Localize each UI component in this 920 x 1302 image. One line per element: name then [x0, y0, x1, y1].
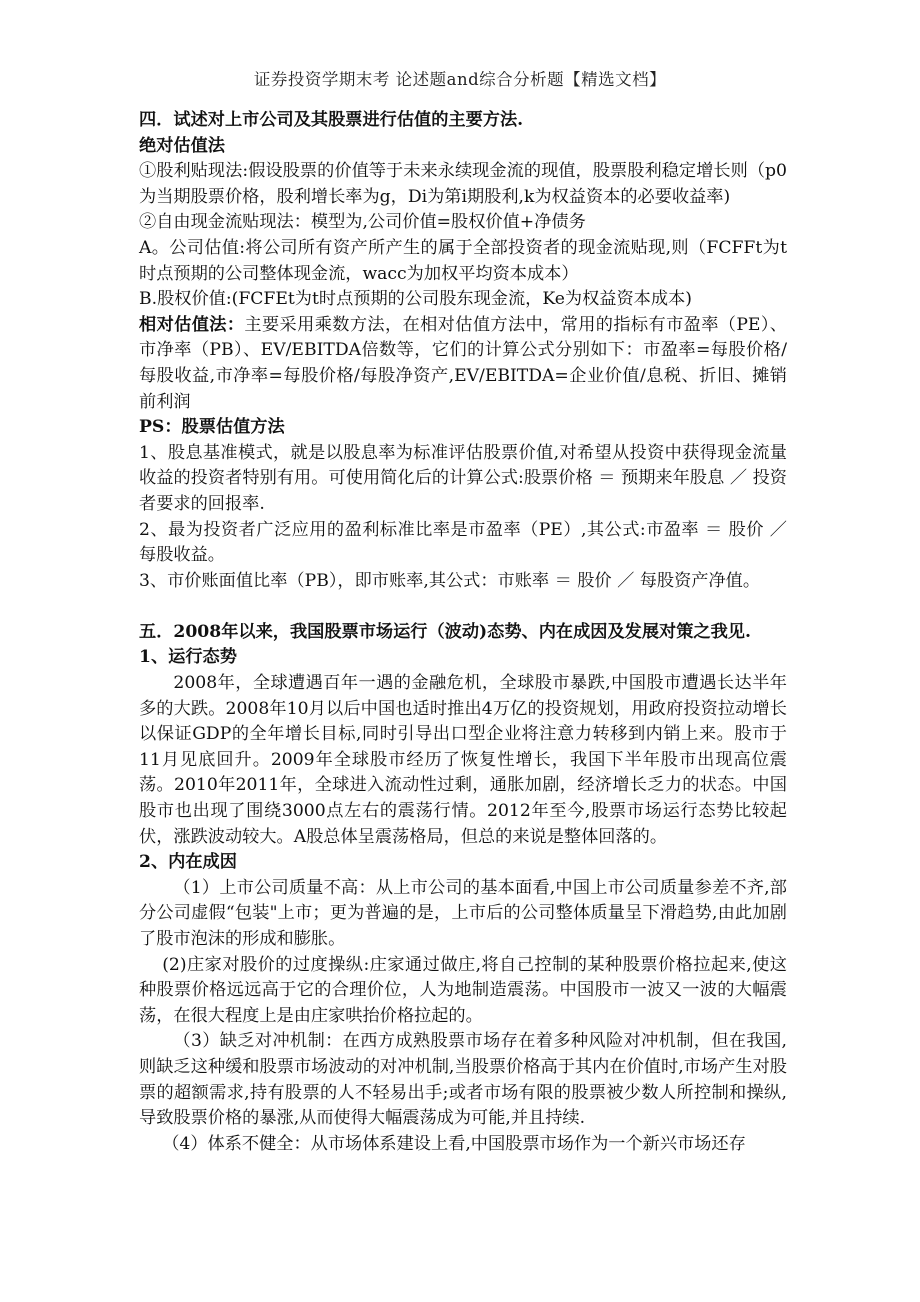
section-heading: 1、运行态势	[139, 647, 237, 668]
section-gap	[139, 594, 787, 620]
body-paragraph: 2、最为投资者广泛应用的盈利标准比率是市盈率（PE）,其公式:市盈率 ＝ 股价 ／ 每股收益。	[139, 519, 787, 566]
body-paragraph: 2008年，全球遭遇百年一遇的金融危机，全球股市暴跌,中国股市遭遇长达半年多的大跌。2008年10月以后中国也适时推出4万亿的投资规划，用政府投资拉动增长以保证GDP的全年增长目标,同时引导出口型企业将注意力转移到内销上来。股市于11月见底回升。2009年全球股市经历了恢复性增长，我国下半年股市出现高位震荡。2010年2011年，全球进入流动性过剩，通胀加剧，经济增长乏力的状态。中国股市也出现了围绕3000点左右的震荡行情。2012年至今,股票市场运行态势比较起伏，涨跌波动较大。A股总体呈震荡格局，但总的来说是整体回落的。	[139, 673, 787, 847]
section-heading: 绝对估值法	[139, 135, 225, 156]
body-paragraph	[139, 313, 787, 415]
body-paragraph: ②自由现金流贴现法：模型为,公司价值=股权价值+净债务	[139, 212, 586, 233]
body-paragraph: （3）缺乏对冲机制：在西方成熟股票市场存在着多种风险对冲机制，但在我国,则缺乏这种缓和股票市场波动的对冲机制,当股票价格高于其内在价值时,市场产生对股票的超额需求,持有股票的人不轻易出手;或者市场有限的股票被少数人所控制和操纵,导致股票价格的暴涨,从而使得大幅震荡成为可能,并且持续.	[139, 1031, 787, 1129]
page-header: 证券投资学期末考 论述题and综合分析题【精选文档】	[253, 70, 667, 89]
section-heading: 2、内在成因	[139, 852, 237, 873]
body-paragraph: B.股权价值:(FCFEt为t时点预期的公司股东现金流，Ke为权益资本成本)	[139, 289, 692, 310]
paragraph-lead-term: 相对估值法：	[139, 314, 245, 335]
body-paragraph: ①股利贴现法:假设股票的价值等于未来永续现金流的现值，股票股利稳定增长则（p0为当期股票价格，股利增长率为g，Di为第i期股利,k为权益资本的必要收益率)	[139, 161, 787, 207]
paragraph-text: 主要采用乘数方法，在相对估值方法中，常用的指标有市盈率（PE）、市净率（PB）、EV/EBITDA倍数等，它们的计算公式分别如下：市盈率=每股价格/每股收益,市净率=每股价格/每股净资产,EV/EBITDA=企业价值/息税、折旧、摊销前利润	[139, 314, 787, 412]
section-heading: 五．2008年以来，我国股票市场运行（波动)态势、内在成因及发展对策之我见.	[139, 621, 751, 642]
body-paragraph: A。公司估值:将公司所有资产所产生的属于全部投资者的现金流贴现,则（FCFFt为t时点预期的公司整体现金流，wacc为加权平均资本成本）	[139, 237, 787, 284]
section-heading: 四．试述对上市公司及其股票进行估值的主要方法.	[139, 110, 524, 130]
body-paragraph: (2)庄家对股价的过度操纵:庄家通过做庄,将自己控制的某种股票价格拉起来,使这种股票价格远远高于它的合理价位，人为地制造震荡。中国股市一波又一波的大幅震荡，在很大程度上是由庄家哄抬价格拉起的。	[139, 954, 787, 1026]
body-paragraph: （4）体系不健全：从市场体系建设上看,中国股票市场作为一个新兴市场还存	[162, 1133, 746, 1154]
section-stock-market-analysis	[139, 620, 787, 1157]
body-paragraph: （1）上市公司质量不高：从上市公司的基本面看,中国上市公司质量参差不齐,部分公司虚假“包装"上市；更为普遍的是，上市后的公司整体质量呈下滑趋势,由此加剧了股市泡沫的形成和膨胀。	[139, 877, 787, 949]
body-paragraph: 1、股息基准模式，就是以股息率为标准评估股票价值,对希望从投资中获得现金流量收益的投资者特别有用。可使用简化后的计算公式:股票价格 ＝ 预期来年股息 ／ 投资者要求的回报率.	[139, 442, 787, 514]
document-body	[139, 108, 787, 1157]
section-heading: PS：股票估值方法	[139, 417, 285, 438]
section-valuation-methods	[139, 108, 787, 594]
body-paragraph: 3、市价账面值比率（PB），即市账率,其公式：市账率 ＝ 股价 ／ 每股资产净值。	[139, 570, 761, 591]
